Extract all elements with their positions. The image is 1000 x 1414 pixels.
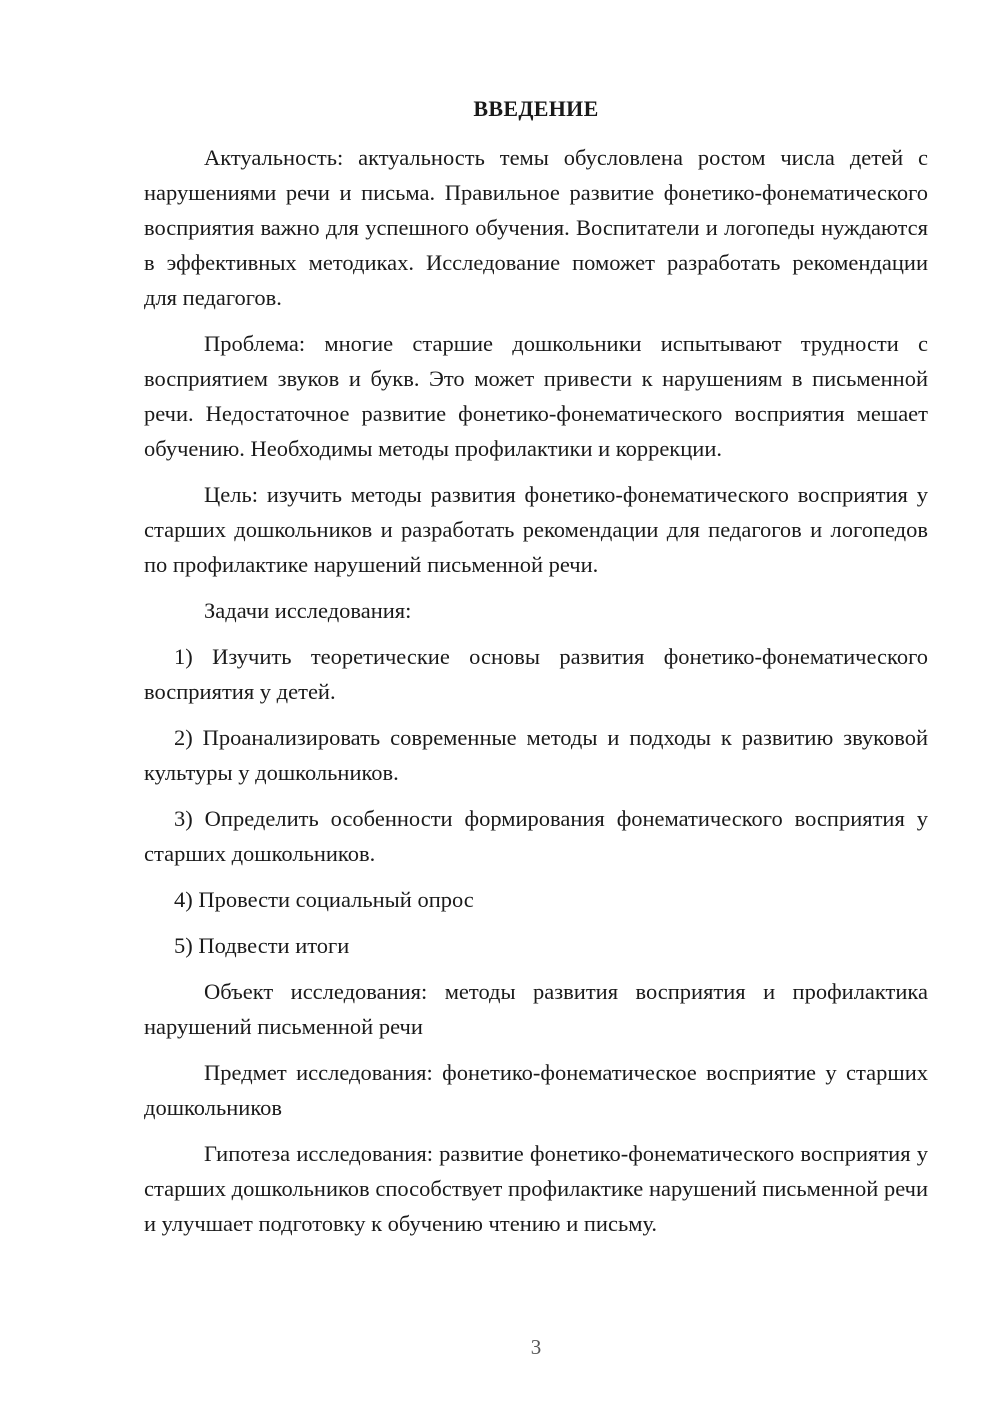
page-number: 3 xyxy=(530,1335,542,1359)
tasks-heading: Задачи исследования: xyxy=(204,598,412,623)
page-content xyxy=(144,92,928,1241)
problem-paragraph: Проблема: многие старшие дошкольники испытывают трудности с восприятием звуков и букв. Это может привести к нарушениям в письменной речи. Недостаточное развитие фонетико-фонематического восприятия мешает обучению. Необходимы методы профилактики и коррекции. xyxy=(144,331,928,461)
section-title: ВВЕДЕНИЕ xyxy=(473,96,599,121)
tasks-list xyxy=(144,639,928,963)
relevance-paragraph: Актуальность: актуальность темы обусловлена ростом числа детей с нарушениями речи и письма. Правильное развитие фонетико-фонематического восприятия важно для успешного обучения. Воспитатели и логопеды нуждаются в эффективных методиках. Исследование поможет разработать рекомендации для педагогов. xyxy=(144,145,928,310)
task-item: 5) Подвести итоги xyxy=(174,933,350,958)
object-paragraph: Объект исследования: методы развития восприятия и профилактика нарушений письменной речи xyxy=(144,979,928,1039)
task-item: 4) Провести социальный опрос xyxy=(174,887,474,912)
task-item: 1) Изучить теоретические основы развития фонетико-фонематического восприятия у детей. xyxy=(144,644,928,704)
task-item: 3) Определить особенности формирования фонематического восприятия у старших дошкольников. xyxy=(144,806,928,866)
task-item: 2) Проанализировать современные методы и подходы к развитию звуковой культуры у дошкольников. xyxy=(144,725,928,785)
hypothesis-paragraph: Гипотеза исследования: развитие фонетико-фонематического восприятия у старших дошкольников способствует профилактике нарушений письменной речи и улучшает подготовку к обучению чтению и письму. xyxy=(144,1141,928,1236)
subject-paragraph: Предмет исследования: фонетико-фонематическое восприятие у старших дошкольников xyxy=(144,1060,928,1120)
goal-paragraph: Цель: изучить методы развития фонетико-фонематического восприятия у старших дошкольников и разработать рекомендации для педагогов и логопедов по профилактике нарушений письменной речи. xyxy=(144,482,928,577)
